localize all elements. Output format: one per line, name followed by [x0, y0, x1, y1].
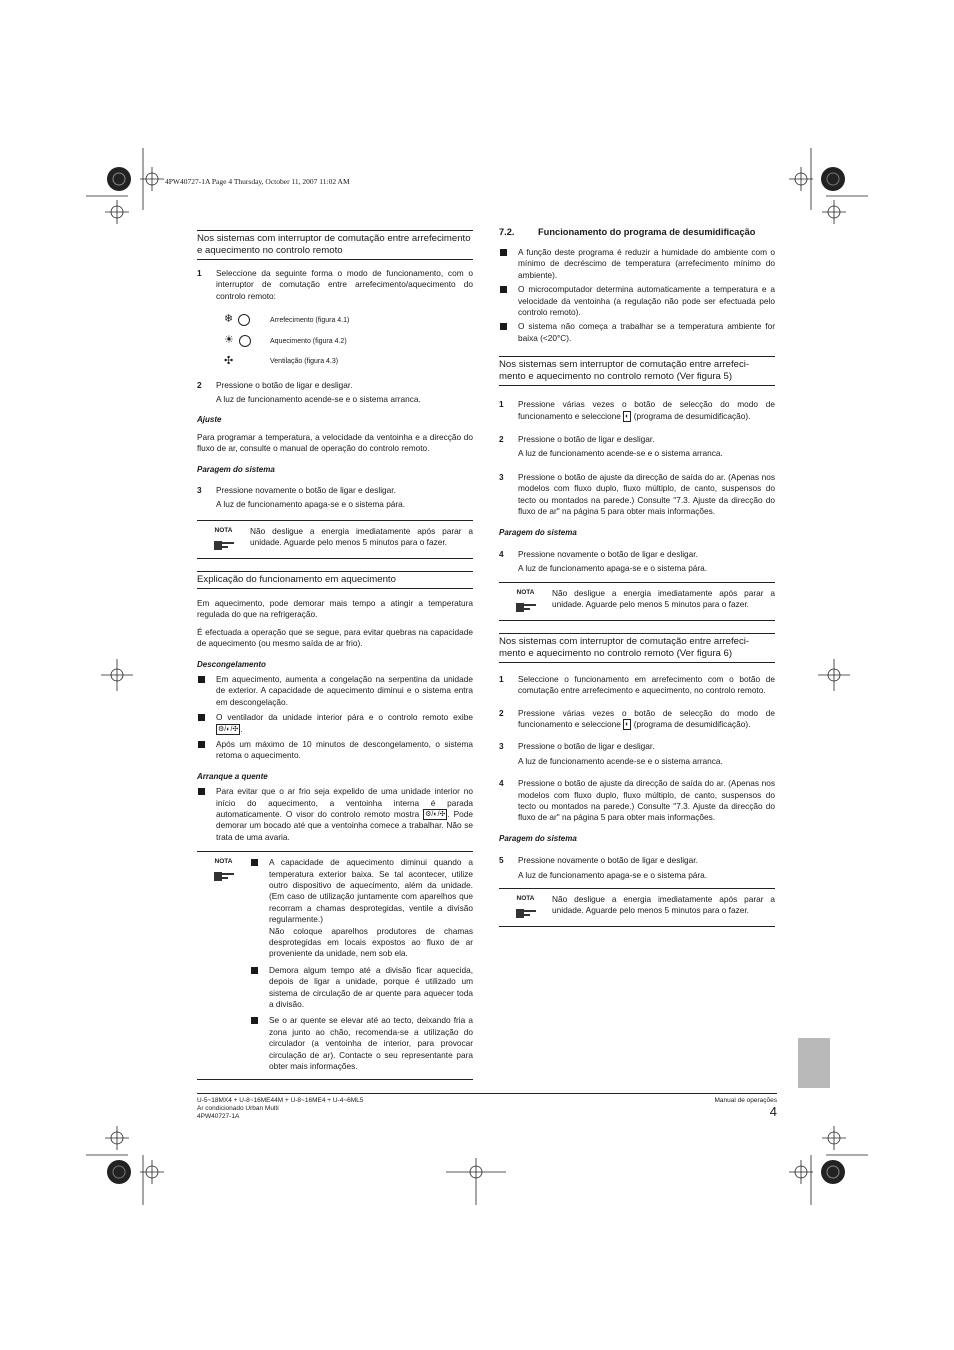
- subheading: Paragem do sistema: [197, 464, 275, 474]
- mode-row: [197, 356, 473, 367]
- chapter-tab: [798, 1038, 830, 1088]
- display-icon: ⚙/◐/✣: [425, 811, 446, 819]
- right-column: [499, 226, 775, 927]
- snowflake-icon: ❄: [224, 313, 234, 326]
- note-box: [197, 520, 473, 559]
- step-item: [197, 485, 473, 496]
- step-item: 1 Pressione várias vezes o botão de selecção do modo de funcionamento e seleccione ◐ (programa de desumidificação).: [499, 399, 775, 421]
- mode-row: [197, 335, 473, 347]
- bullet-item: A capacidade de aquecimento diminui quando a temperatura exterior baixa. Se tal acontecer, utilize outro dispositivo de aquecimento, além da unidade. (Em caso de utilização juntamente com aparelhos que recorram a chamas desprotegidas, ventile a divisão regularmente.) Não coloque aparelhos produtores de chamas desprotegidas em locais expostos ao fluxo de ar proveniente da unidade, nem sob ela.: [250, 857, 473, 960]
- step-item: [197, 380, 473, 391]
- footer-models: U-5~18MX4 + U-8~16ME44M + U-8~16ME4 + U-4~6ML5: [197, 1097, 364, 1104]
- pointing-hand-icon: [213, 869, 235, 883]
- step-item: 4 Pressione o botão de ajuste da direcção de saída do ar. (Apenas nos modelos com fluxo duplo, fluxo múltiplo, de canto, suspensos do tecto ou montados na parede.) Consulte "7.3. Ajuste da direcção do fluxo de ar" na página 5 para obter mais informações.: [499, 778, 775, 823]
- bullet-item: A função deste programa é reduzir a humidade do ambiente com o mínimo de decréscimo de temperatura (arrefecimento mínimo do ambiente).: [499, 247, 775, 281]
- step-subtext: A luz de funcionamento apaga-se e o sistema pára.: [518, 563, 708, 574]
- bullet-item: O microcomputador determina automaticamente a temperatura e a velocidade da ventoinha (a regulação não pode ser efectuada pelo controlo remoto).: [499, 284, 775, 318]
- paragraph: Para programar a temperatura, a velocidade da ventoinha e a direcção do fluxo de ar, consulte o manual de operação do controlo remoto.: [197, 431, 473, 454]
- note-box: [197, 851, 473, 1079]
- bullet-item: O sistema não começa a trabalhar se a temperatura ambiente for baixa (<20°C).: [499, 321, 775, 344]
- print-header-line: 4PW40727-1A Page 4 Thursday, October 11, 2007 11:02 AM: [165, 177, 350, 186]
- note-label: NOTA: [197, 526, 250, 552]
- page-number: 4: [769, 1104, 777, 1119]
- fan-icon: ✣: [224, 355, 234, 368]
- mode-label: Ventilação (figura 4.3): [270, 358, 339, 366]
- bullet-item: Se o ar quente se elevar até ao tecto, deixando fria a zona junto ao chão, recomenda-se a utilização do circulador (a ventoinha de interior, para provocar circulação de ar). Contacte o seu representante para obter mais informações.: [250, 1015, 473, 1072]
- section-title: Nos sistemas com interruptor de comutação entre arrefeci-mento e aquecimento no controlo remoto (Ver figura 6): [499, 633, 775, 663]
- bullet-item: Em aquecimento, aumenta a congelação na serpentina da unidade de exterior. A capacidade de aquecimento diminui e o sistema entra em descongelação.: [197, 674, 473, 708]
- subheading: Arranque a quente: [197, 771, 268, 781]
- footer-product: Ar condicionado Urban Multi: [197, 1105, 279, 1112]
- footer-code: 4PW40727-1A: [197, 1113, 240, 1120]
- paragraph: É efectuada a operação que se segue, para evitar quebras na capacidade de aquecimento (ou mesmo saída de ar frio).: [197, 626, 473, 649]
- step-text: Pressione novamente o botão de ligar e desligar.: [216, 485, 396, 496]
- step-number: 3: [197, 485, 202, 496]
- bullet-item: O ventilador da unidade interior pára e o controlo remoto exibe ⚙/◐/✣ .: [197, 712, 473, 735]
- step-item: 5 Pressione novamente o botão de ligar e desligar.: [499, 855, 698, 866]
- subheading: Ajuste: [197, 415, 222, 425]
- toggle-icon: [239, 335, 251, 347]
- pointing-hand-icon: [515, 906, 537, 920]
- section-title: Nos sistemas sem interruptor de comutação entre arrefeci-mento e aquecimento no controlo remoto (Ver figura 5): [499, 356, 775, 386]
- note-label: NOTA: [197, 857, 250, 1072]
- note-label: NOTA: [499, 894, 552, 920]
- step-subtext: A luz de funcionamento acende-se e o sistema arranca.: [518, 448, 723, 459]
- note-label: NOTA: [499, 588, 552, 614]
- note-box: [499, 888, 775, 927]
- footer-manual: Manual de operações: [714, 1097, 777, 1104]
- step-item: 2 Pressione várias vezes o botão de selecção do modo de funcionamento e seleccione ◐ (programa de desumidificação).: [499, 707, 775, 729]
- paragraph: Em aquecimento, pode demorar mais tempo a atingir a temperatura regulada do que na refrigeração.: [197, 597, 473, 620]
- section-title: Explicação do funcionamento em aquecimento: [197, 571, 473, 589]
- toggle-icon: [238, 314, 250, 326]
- dry-mode-icon: ◐: [625, 412, 630, 420]
- step-subtext: A luz de funcionamento apaga-se e o sistema pára.: [518, 869, 708, 880]
- step-text: Seleccione da seguinte forma o modo de funcionamento, com o interruptor de comutação entre arrefecimento/aquecimento do controlo remoto:: [216, 268, 473, 301]
- step-number: 1: [197, 268, 202, 278]
- step-subtext: A luz de funcionamento apaga-se e o sistema pára.: [216, 499, 406, 510]
- note-text: Não desligue a energia imediatamente após parar a unidade. Aguarde pelo menos 5 minutos para o fazer.: [250, 525, 473, 548]
- sun-icon: ☀: [224, 334, 234, 347]
- bullet-item: Demora algum tempo até a divisão ficar aquecida, depois de ligar a unidade, porque é utilizado um sistema de circulação de ar quente para aquecer toda a divisão.: [250, 965, 473, 1011]
- footer-rule: [197, 1093, 777, 1094]
- step-number: 2: [197, 379, 202, 390]
- step-item: [197, 268, 473, 302]
- bullet-item: Após um máximo de 10 minutos de descongelamento, o sistema retoma o aquecimento.: [197, 739, 473, 762]
- pointing-hand-icon: [515, 600, 537, 614]
- display-icon: ⚙/◐/✣: [218, 725, 239, 733]
- mode-label: Aquecimento (figura 4.2): [270, 337, 347, 345]
- subheading: Paragem do sistema: [499, 527, 577, 537]
- step-item: 2 Pressione o botão de ligar e desligar.: [499, 434, 655, 445]
- footer-left: [197, 1097, 363, 1121]
- note-text: Não desligue a energia imediatamente após parar a unidade. Aguarde pelo menos 5 minutos para o fazer.: [552, 587, 775, 610]
- mode-row: [197, 314, 473, 326]
- subheading: Descongelamento: [197, 659, 266, 669]
- note-box: [499, 582, 775, 621]
- bullet-item: Para evitar que o ar frio seja expelido de uma unidade interior no início do aquecimento, a ventoinha interna é parada automaticamente. O visor do controlo remoto mostra ⚙/◐/✣ . Pode demorar um bocado até que a ventoinha comece a trabalhar. Não se trata de uma avaria.: [197, 786, 473, 843]
- step-item: 3 Pressione o botão de ajuste da direcção de saída do ar. (Apenas nos modelos com fluxo duplo, fluxo múltiplo, de canto, suspensos do tecto ou montados na parede.) Consulte "7.3. Ajuste da direcção do fluxo de ar" na página 5 para obter mais informações.: [499, 471, 775, 517]
- section-title: Nos sistemas com interruptor de comutação entre arrefecimento e aquecimento no controlo remoto: [197, 230, 473, 260]
- note-text: Não desligue a energia imediatamente após parar a unidade. Aguarde pelo menos 5 minutos para o fazer.: [552, 894, 775, 916]
- subheading: Paragem do sistema: [499, 833, 577, 843]
- step-subtext: A luz de funcionamento acende-se e o sistema arranca.: [216, 394, 421, 405]
- left-column: [197, 230, 473, 1080]
- step-item: 4 Pressione novamente o botão de ligar e desligar.: [499, 548, 698, 559]
- footer-right: [677, 1097, 777, 1119]
- step-subtext: A luz de funcionamento acende-se e o sistema arranca.: [518, 755, 723, 766]
- pointing-hand-icon: [213, 538, 235, 552]
- step-item: 3 Pressione o botão de ligar e desligar.: [499, 741, 655, 752]
- section-heading: 7.2. Funcionamento do programa de desumidificação: [499, 227, 756, 237]
- dry-mode-icon: ◐: [625, 721, 630, 729]
- mode-label: Arrefecimento (figura 4.1): [270, 316, 350, 324]
- step-item: 1 Seleccione o funcionamento em arrefecimento com o botão de comutação entre arrefecimento e aquecimento, no controlo remoto.: [499, 673, 775, 696]
- step-text: Pressione o botão de ligar e desligar.: [216, 379, 353, 390]
